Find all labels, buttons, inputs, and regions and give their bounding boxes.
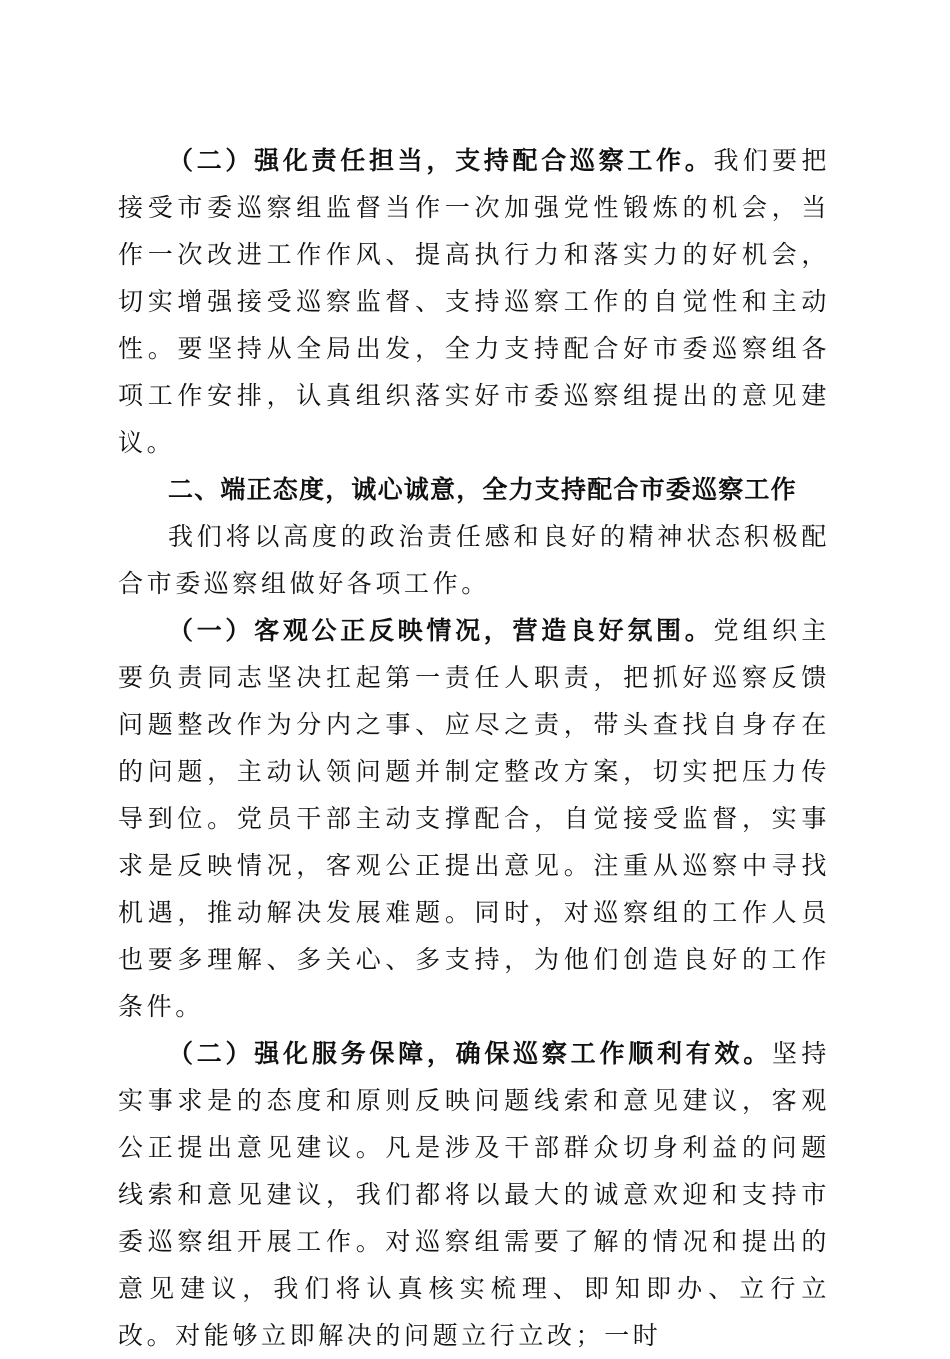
paragraph-lead-heading: （二）强化服务保障，确保巡察工作顺利有效。 [168, 1039, 773, 1068]
document-body [118, 137, 830, 1359]
paragraph-text: 党组织主要负责同志坚决扛起第一责任人职责，把抓好巡察反馈问题整改作为分内之事、应尽之责，带头查找自身存在的问题，主动认领问题并制定整改方案，切实把压力传导到位。党员干部主动支撑配合，自觉接受监督，实事求是反映情况，客观公正提出意见。注重从巡察中寻找机遇，推动解决发展难题。同时，对巡察组的工作人员也要多理解、多关心、多支持，为他们创造良好的工作条件。 [118, 616, 830, 1021]
paragraph-text: 坚持实事求是的态度和原则反映问题线索和意见建议，客观公正提出意见建议。凡是涉及干部群众切身利益的问题线索和意见建议，我们都将以最大的诚意欢迎和支持市委巡察组开展工作。对巡察组需要了解的情况和提出的意见建议，我们将认真核实梳理、即知即办、立行立改。对能够立即解决的问题立行立改；一时 [118, 1039, 830, 1350]
paragraph-lead-heading: （二）强化责任担当，支持配合巡察工作。 [168, 146, 714, 175]
paragraph-objective-reporting [118, 607, 830, 1030]
paragraph-text: 我们将以高度的政治责任感和良好的精神状态积极配合市委巡察组做好各项工作。 [118, 522, 830, 598]
paragraph-intro [118, 513, 830, 607]
paragraph-strengthen-responsibility [118, 137, 830, 466]
paragraph-service-guarantee [118, 1030, 830, 1359]
section-heading-2: 二、端正态度，诚心诚意，全力支持配合市委巡察工作 [168, 475, 797, 504]
paragraph-text: 我们要把接受市委巡察组监督当作一次加强党性锻炼的机会，当作一次改进工作作风、提高执行力和落实力的好机会，切实增强接受巡察监督、支持巡察工作的自觉性和主动性。要坚持从全局出发，全力支持配合好市委巡察组各项工作安排，认真组织落实好市委巡察组提出的意见建议。 [118, 146, 830, 457]
paragraph-lead-heading: （一）客观公正反映情况，营造良好氛围。 [168, 616, 714, 645]
